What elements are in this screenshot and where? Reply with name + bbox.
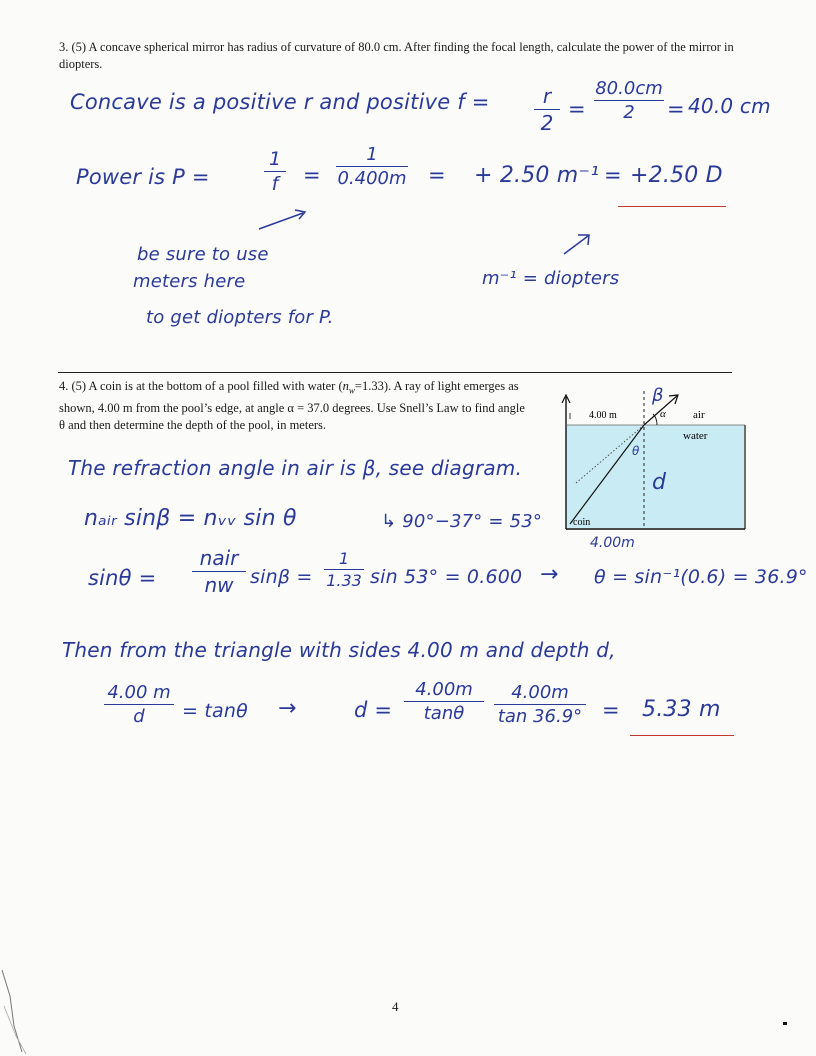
- frac-bar: [336, 166, 408, 167]
- frac-bar: [324, 569, 364, 570]
- frac-numerator: 4.00m: [415, 679, 473, 700]
- p3-eq1: =: [568, 97, 586, 121]
- problem-3-statement: 3. (5) A concave spherical mirror has radius of curvature of 80.0 cm. After finding the focal length, calculate the power of the mirror in diopters.: [59, 40, 734, 71]
- p4-eq-final: =: [602, 698, 620, 722]
- p4-line3-prefix: sinθ =: [88, 566, 157, 590]
- p4-line3-arrow: →: [540, 562, 559, 587]
- frac-numerator: 4.00m: [511, 682, 569, 703]
- frac-denominator: 2: [540, 111, 554, 135]
- p4-tan-theta: = tanθ: [182, 700, 248, 722]
- frac-bar: [264, 171, 286, 172]
- p4-beta-calc: ↳ 90°−37° = 53°: [381, 511, 543, 532]
- frac-denominator: tan 36.9°: [497, 706, 583, 727]
- p3-answer-underline: [618, 206, 726, 207]
- label-coin: coin: [573, 517, 591, 528]
- p4-line3-mid: sinβ =: [250, 566, 313, 588]
- label-water: water: [683, 430, 708, 442]
- p4-answer: 5.33 m: [642, 697, 721, 722]
- label-4m: 4.00 m: [589, 410, 617, 421]
- statement-n-symbol: n: [342, 379, 349, 393]
- p4-line4: Then from the triangle with sides 4.00 m and depth d,: [62, 638, 616, 662]
- p4-snell-equation: nₐᵢᵣ sinβ = nᵥᵥ sin θ: [84, 506, 297, 531]
- p4-frac-4m-over-tan: [404, 679, 484, 724]
- p4-frac-4m-over-d: [104, 682, 174, 727]
- p3-note-line1: be sure to use: [137, 244, 269, 265]
- p3-frac-80-over-2: [594, 78, 664, 123]
- p3-frac-1-over-f: [264, 148, 286, 195]
- p3-eq3: =: [303, 163, 321, 187]
- frac-bar: [104, 704, 174, 705]
- p3-frac-1-over-0400: [336, 144, 408, 189]
- page-number: 4: [392, 999, 399, 1014]
- frac-denominator: 1.33: [326, 571, 362, 590]
- label-alpha: α: [660, 408, 666, 420]
- frac-bar: [534, 109, 560, 110]
- scan-dot: [783, 1022, 787, 1025]
- frac-denominator: tanθ: [423, 703, 465, 724]
- frac-numerator: 1: [268, 148, 282, 170]
- frac-numerator: 1: [338, 549, 350, 568]
- p4-theta-result: θ = sin⁻¹(0.6) = 36.9°: [594, 566, 808, 588]
- p3-frac-r-over-2: [534, 84, 560, 135]
- statement-n-subscript: w: [348, 385, 355, 396]
- frac-numerator: nair: [199, 546, 239, 570]
- frac-bar: [494, 704, 586, 705]
- frac-denominator: d: [133, 706, 145, 727]
- p4-line3-rest: sin 53° = 0.600: [370, 566, 523, 588]
- statement-part-b: =1.33). A ray of light emerges as shown, 4.00 m from the pool’s edge, at angle α = 37.0 degrees. Use Snell’s Law to find angle θ and then determine the depth of the pool, in meters.: [59, 379, 525, 432]
- p3-eq2: =: [667, 97, 685, 121]
- p3-eq5: =: [604, 163, 622, 187]
- label-beta: β: [652, 385, 664, 406]
- section-divider: [58, 372, 732, 373]
- label-bottom-4m: 4.00m: [590, 535, 635, 551]
- frac-numerator: 1: [366, 144, 378, 165]
- p4-frac-1-over-133: [324, 549, 364, 590]
- frac-numerator: 4.00 m: [107, 682, 171, 703]
- p4-answer-underline: [630, 735, 734, 736]
- frac-denominator: nw: [204, 573, 234, 597]
- frac-denominator: f: [271, 173, 279, 195]
- p4-line5-arrow: →: [278, 696, 297, 721]
- label-theta: θ: [632, 444, 640, 458]
- p3-note-diopters: m⁻¹ = diopters: [482, 268, 620, 289]
- frac-bar: [594, 100, 664, 101]
- frac-numerator: 80.0cm: [595, 78, 663, 99]
- frac-bar: [404, 701, 484, 702]
- p3-line2-prefix: Power is P =: [76, 165, 210, 189]
- p3-arrow-to-meters: [255, 205, 335, 235]
- p3-arrow-to-diopters: [560, 230, 600, 260]
- p4-frac-nair-over-nw: [192, 546, 246, 597]
- scan-edge-mark: [0, 966, 40, 1056]
- pool-diagram: [556, 383, 766, 553]
- frac-denominator: 0.400m: [337, 168, 407, 189]
- p3-note-line2: meters here: [133, 271, 246, 292]
- p3-eq4: =: [428, 163, 446, 187]
- problem-4-statement: [59, 378, 531, 434]
- p3-power-m: + 2.50 m⁻¹: [474, 163, 600, 188]
- p4-line1: The refraction angle in air is β, see diagram.: [68, 456, 523, 480]
- p3-focal-result: 40.0 cm: [688, 94, 771, 118]
- frac-bar: [192, 571, 246, 572]
- frac-numerator: r: [542, 84, 552, 108]
- frac-denominator: 2: [623, 102, 635, 123]
- label-d: d: [652, 470, 666, 495]
- p4-d-equals: d =: [354, 698, 393, 722]
- label-air: air: [693, 409, 705, 421]
- p4-frac-4m-over-tan369: [494, 682, 586, 727]
- p3-power-d: +2.50 D: [630, 163, 723, 188]
- p3-line1-prefix: Concave is a positive r and positive f =: [70, 90, 490, 114]
- statement-part-a: 4. (5) A coin is at the bottom of a pool filled with water (: [59, 379, 343, 393]
- p3-note-line3: to get diopters for P.: [146, 307, 334, 328]
